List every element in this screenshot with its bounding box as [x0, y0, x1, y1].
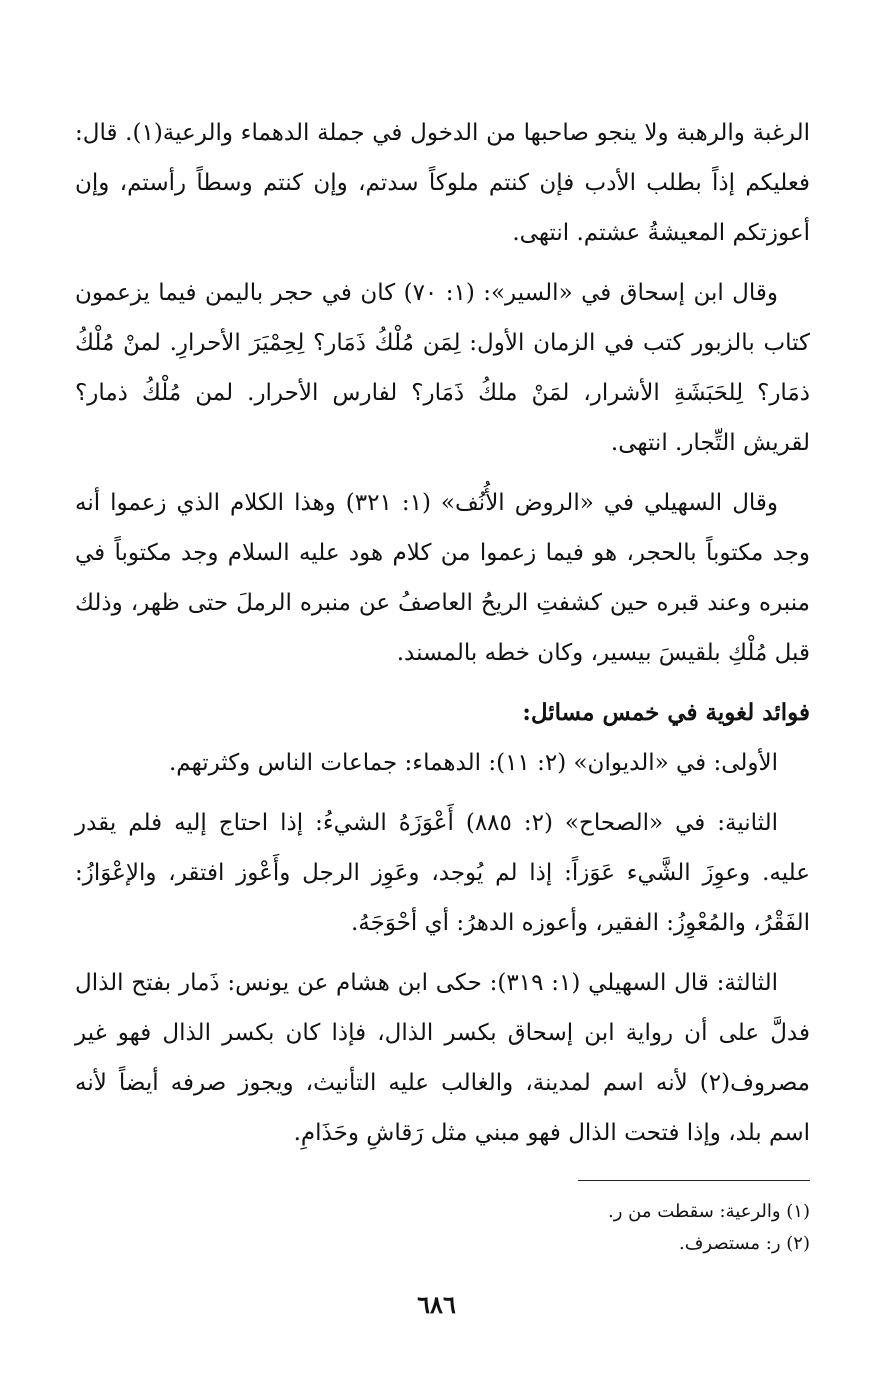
footnotes [75, 1196, 810, 1260]
paragraph-1: الرغبة والرهبة ولا ينجو صاحبها من الدخول في جملة الدهماء والرعية(١). قال: فعليكم إذاً بطلب الأدب فإن كنتم ملوكاً سدتم، وإن كنتم وسطاً رأستم، وإن أعوزتكم المعيشةُ عشتم. انتهى. [75, 120, 811, 246]
footnote-2: (٢) ر: مستصرف. [679, 1233, 810, 1254]
footnote-1: (١) والرعية: سقطت من ر. [608, 1201, 810, 1222]
section-heading: فوائد لغوية في خمس مسائل: [522, 699, 810, 726]
page-number: ٦٨٦ [417, 1290, 456, 1319]
page-body [75, 108, 810, 1168]
paragraph-2: وقال ابن إسحاق في «السير»: (١: ٧٠) كان في حجر باليمن فيما يزعمون كتاب بالزبور كتب في الزمان الأول: لِمَن مُلْكُ ذَمَار؟ لِحِمْيَرَ الأحرارِ. لمنْ مُلْكُ ذمَار؟ لِلحَبَشَةِ الأشرار، لمَنْ ملكُ ذَمَار؟ لفارس الأحرار. لمن مُلْكُ ذمار؟ لقريش التِّجار. انتهى. [75, 280, 810, 456]
paragraph-3: وقال السهيلي في «الروض الأُنُف» (١: ٣٢١) وهذا الكلام الذي زعموا أنه وجد مكتوباً بالحجر، هو فيما زعموا من كلام هود عليه السلام وجد مكتوباً في منبره وعند قبره حين كشفتِ الريحُ العاصفُ عن منبره الرملَ حتى ظهر، وذلك قبل مُلْكِ بلقيسَ بيسير، وكان خطه بالمسند. [75, 490, 810, 666]
paragraph-first-point: الأولى: في «الديوان» (٢: ١١): الدهماء: جماعات الناس وكثرتهم. [168, 750, 778, 776]
footnote-divider [578, 1180, 810, 1181]
paragraph-second-point: الثانية: في «الصحاح» (٢: ٨٨٥) أَعْوَزَهُ الشيءُ: إذا احتاج إليه فلم يقدر عليه. وعوِزَ الشَّيء عَوَزاً: إذا لم يُوجد، وعَوِز الرجل وأَعْوز افتقر، والإعْوَازُ: الفَقْرُ، والمُعْوِزُ: الفقير، وأعوزه الدهرُ: أي أحْوَجَهُ. [75, 810, 810, 936]
paragraph-third-point: الثالثة: قال السهيلي (١: ٣١٩): حكى ابن هشام عن يونس: ذَمار بفتح الذال فدلَّ على أن رواية ابن إسحاق بكسر الذال، فإذا كان بكسر الذال فهو غير مصروف(٢) لأنه اسم لمدينة، والغالب عليه التأنيث، ويجوز صرفه أيضاً لأنه اسم بلد، وإذا فتحت الذال فهو مبني مثل رَقاشِ وحَذَامِ. [75, 970, 810, 1146]
